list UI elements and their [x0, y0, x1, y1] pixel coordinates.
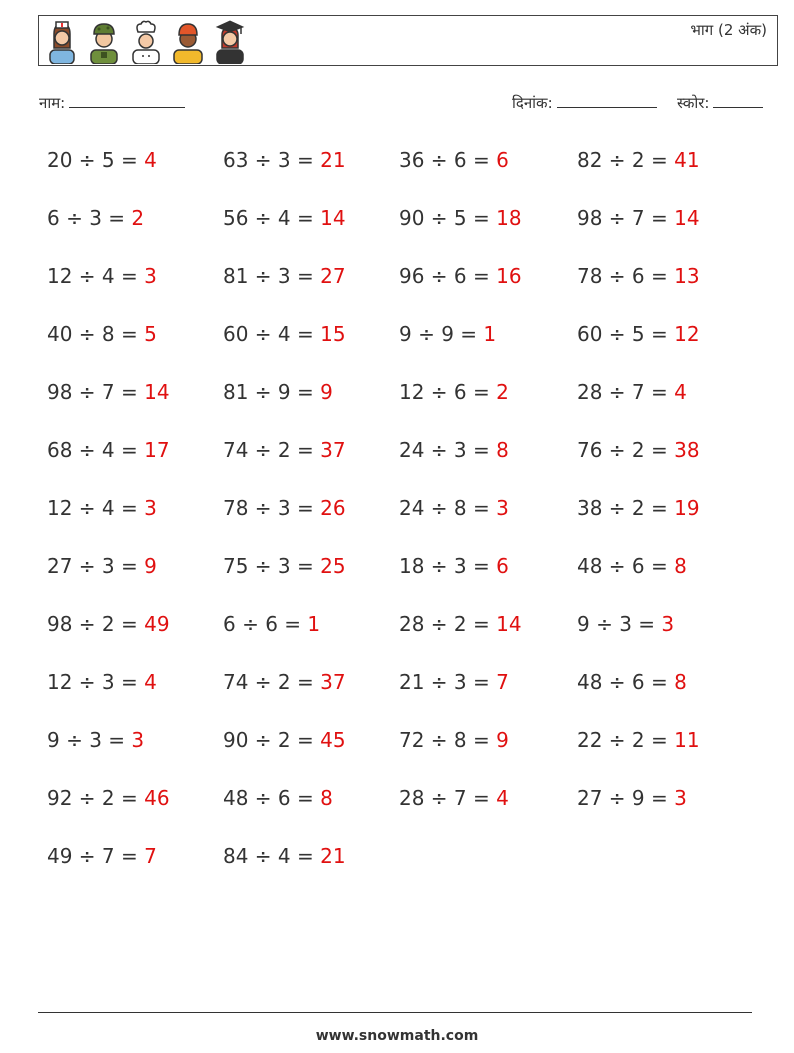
- problem-item: [47, 840, 223, 898]
- problem-answer: 13: [674, 264, 700, 288]
- problem-answer: 45: [320, 728, 346, 752]
- problem-answer: 3: [496, 496, 509, 520]
- problem-question: 49 ÷ 7 =: [47, 844, 138, 868]
- problem-question: 60 ÷ 4 =: [223, 322, 314, 346]
- problem-item: [47, 144, 223, 202]
- problem-answer: 49: [144, 612, 170, 636]
- problem-item: [577, 144, 753, 202]
- problem-item: [223, 724, 399, 782]
- problem-question: 98 ÷ 7 =: [577, 206, 668, 230]
- problem-question: 90 ÷ 5 =: [399, 206, 490, 230]
- problem-item: [47, 550, 223, 608]
- problem-item: [577, 782, 753, 840]
- problem-question: 22 ÷ 2 =: [577, 728, 668, 752]
- problem-question: 63 ÷ 3 =: [223, 148, 314, 172]
- problem-question: 74 ÷ 2 =: [223, 438, 314, 462]
- problem-question: 28 ÷ 2 =: [399, 612, 490, 636]
- problem-item: [399, 724, 577, 782]
- problem-grid: [47, 144, 753, 898]
- problem-answer: 17: [144, 438, 170, 462]
- score-field: [677, 93, 763, 113]
- problem-answer: 3: [144, 264, 157, 288]
- problem-question: 36 ÷ 6 =: [399, 148, 490, 172]
- problem-question: 60 ÷ 5 =: [577, 322, 668, 346]
- date-field: [512, 93, 657, 113]
- problem-answer: 8: [674, 670, 687, 694]
- problem-item: [47, 202, 223, 260]
- problem-answer: 15: [320, 322, 346, 346]
- problem-question: 48 ÷ 6 =: [223, 786, 314, 810]
- problem-question: 98 ÷ 7 =: [47, 380, 138, 404]
- problem-item: [47, 666, 223, 724]
- problem-question: 9 ÷ 3 =: [47, 728, 126, 752]
- problem-answer: 9: [496, 728, 509, 752]
- problem-item: [223, 260, 399, 318]
- problem-answer: 19: [674, 496, 700, 520]
- problem-question: 20 ÷ 5 =: [47, 148, 138, 172]
- problem-question: 96 ÷ 6 =: [399, 264, 490, 288]
- problem-answer: 4: [144, 670, 157, 694]
- problem-answer: 3: [661, 612, 675, 636]
- problem-answer: 12: [674, 322, 700, 346]
- problem-question: 84 ÷ 4 =: [223, 844, 314, 868]
- problem-answer: 3: [144, 496, 157, 520]
- problem-question: 56 ÷ 4 =: [223, 206, 314, 230]
- problem-question: 27 ÷ 9 =: [577, 786, 668, 810]
- problem-item: [577, 202, 753, 260]
- problem-item: [47, 260, 223, 318]
- problem-question: 78 ÷ 3 =: [223, 496, 314, 520]
- problem-question: 72 ÷ 8 =: [399, 728, 490, 752]
- problem-answer: 21: [320, 148, 346, 172]
- problem-item: [399, 492, 577, 550]
- problem-item: [399, 318, 577, 376]
- problem-item: [399, 144, 577, 202]
- problem-answer: 3: [131, 728, 145, 752]
- problem-answer: 37: [320, 670, 346, 694]
- problem-question: 28 ÷ 7 =: [577, 380, 668, 404]
- problem-answer: 21: [320, 844, 346, 868]
- problem-item: [223, 608, 399, 666]
- problem-question: 28 ÷ 7 =: [399, 786, 490, 810]
- problem-question: 6 ÷ 3 =: [47, 206, 126, 230]
- problem-item: [577, 724, 753, 782]
- problem-item: [577, 260, 753, 318]
- problem-item: [47, 318, 223, 376]
- problem-answer: 1: [483, 322, 497, 346]
- footer-divider: [38, 1012, 752, 1013]
- score-label: स्कोर:: [677, 94, 710, 112]
- problem-question: 6 ÷ 6 =: [223, 612, 302, 636]
- problem-item: [577, 666, 753, 724]
- avatar-strip: [45, 18, 247, 64]
- problem-question: 74 ÷ 2 =: [223, 670, 314, 694]
- problem-question: 12 ÷ 4 =: [47, 496, 138, 520]
- problem-item: [223, 782, 399, 840]
- problem-answer: 5: [144, 322, 157, 346]
- problem-item: [399, 666, 577, 724]
- problem-item: [577, 318, 753, 376]
- name-label: नाम:: [39, 94, 66, 112]
- problem-question: 98 ÷ 2 =: [47, 612, 138, 636]
- problem-answer: 14: [496, 612, 522, 636]
- problem-item: [399, 550, 577, 608]
- problem-item: [223, 840, 399, 898]
- problem-answer: 1: [307, 612, 321, 636]
- problem-question: 18 ÷ 3 =: [399, 554, 490, 578]
- footer-url: www.snowmath.com: [315, 1028, 479, 1044]
- problem-question: 12 ÷ 4 =: [47, 264, 138, 288]
- chef-icon: [129, 18, 163, 64]
- problem-item: [223, 434, 399, 492]
- problem-answer: 8: [674, 554, 687, 578]
- problem-item: [47, 434, 223, 492]
- worksheet-title: भाग (2 अंक): [690, 21, 767, 39]
- problem-item: [223, 202, 399, 260]
- problem-question: 76 ÷ 2 =: [577, 438, 668, 462]
- problem-question: 12 ÷ 3 =: [47, 670, 138, 694]
- problem-answer: 14: [144, 380, 170, 404]
- problem-answer: 3: [674, 786, 687, 810]
- problem-item: [399, 608, 577, 666]
- problem-question: 40 ÷ 8 =: [47, 322, 138, 346]
- problem-question: 24 ÷ 3 =: [399, 438, 490, 462]
- problem-answer: 16: [496, 264, 522, 288]
- problem-answer: 26: [320, 496, 346, 520]
- problem-item: [577, 434, 753, 492]
- name-field: [39, 93, 185, 113]
- problem-item: [47, 492, 223, 550]
- problem-answer: 25: [320, 554, 346, 578]
- problem-question: 48 ÷ 6 =: [577, 554, 668, 578]
- problem-answer: 6: [496, 554, 509, 578]
- problem-answer: 4: [674, 380, 687, 404]
- problem-answer: 2: [131, 206, 145, 230]
- problem-item: [47, 782, 223, 840]
- problem-question: 75 ÷ 3 =: [223, 554, 314, 578]
- problem-answer: 14: [320, 206, 346, 230]
- problem-item: [223, 492, 399, 550]
- problem-answer: 9: [320, 380, 333, 404]
- problem-answer: 7: [496, 670, 509, 694]
- problem-item: [47, 376, 223, 434]
- problem-item: [577, 550, 753, 608]
- worker-icon: [171, 18, 205, 64]
- problem-question: 9 ÷ 3 =: [577, 612, 656, 636]
- score-blank: [713, 93, 763, 108]
- problem-question: 48 ÷ 6 =: [577, 670, 668, 694]
- nurse-icon: [45, 18, 79, 64]
- problem-answer: 14: [674, 206, 700, 230]
- problem-item: [577, 608, 753, 666]
- problem-item: [47, 724, 223, 782]
- problem-item: [223, 666, 399, 724]
- problem-item: [223, 318, 399, 376]
- problem-answer: 11: [674, 728, 700, 752]
- problem-item: [577, 492, 753, 550]
- problem-question: 21 ÷ 3 =: [399, 670, 490, 694]
- problem-question: 27 ÷ 3 =: [47, 554, 138, 578]
- problem-answer: 38: [674, 438, 700, 462]
- name-blank: [69, 93, 185, 108]
- problem-item: [223, 376, 399, 434]
- problem-item: [399, 260, 577, 318]
- problem-answer: 37: [320, 438, 346, 462]
- problem-answer: 9: [144, 554, 157, 578]
- problem-question: 90 ÷ 2 =: [223, 728, 314, 752]
- problem-answer: 46: [144, 786, 170, 810]
- problem-answer: 8: [496, 438, 509, 462]
- problem-question: 9 ÷ 9 =: [399, 322, 478, 346]
- problem-answer: 8: [320, 786, 333, 810]
- date-label: दिनांक:: [512, 94, 553, 112]
- problem-answer: 4: [144, 148, 157, 172]
- problem-question: 24 ÷ 8 =: [399, 496, 490, 520]
- worksheet-header: [38, 15, 778, 66]
- problem-answer: 7: [144, 844, 157, 868]
- problem-question: 82 ÷ 2 =: [577, 148, 668, 172]
- problem-answer: 18: [496, 206, 522, 230]
- graduate-icon: [213, 18, 247, 64]
- problem-answer: 27: [320, 264, 346, 288]
- problem-item: [399, 202, 577, 260]
- problem-item: [223, 144, 399, 202]
- problem-question: 38 ÷ 2 =: [577, 496, 668, 520]
- problem-answer: 4: [496, 786, 509, 810]
- problem-answer: 2: [496, 380, 509, 404]
- problem-question: 92 ÷ 2 =: [47, 786, 138, 810]
- date-blank: [557, 93, 657, 108]
- problem-item: [399, 434, 577, 492]
- problem-question: 81 ÷ 9 =: [223, 380, 314, 404]
- problem-question: 78 ÷ 6 =: [577, 264, 668, 288]
- problem-item: [399, 376, 577, 434]
- problem-item: [47, 608, 223, 666]
- problem-item: [399, 782, 577, 840]
- problem-question: 81 ÷ 3 =: [223, 264, 314, 288]
- soldier-icon: [87, 18, 121, 64]
- problem-question: 12 ÷ 6 =: [399, 380, 490, 404]
- problem-question: 68 ÷ 4 =: [47, 438, 138, 462]
- problem-answer: 41: [674, 148, 700, 172]
- problem-item: [577, 376, 753, 434]
- problem-answer: 6: [496, 148, 509, 172]
- problem-item: [223, 550, 399, 608]
